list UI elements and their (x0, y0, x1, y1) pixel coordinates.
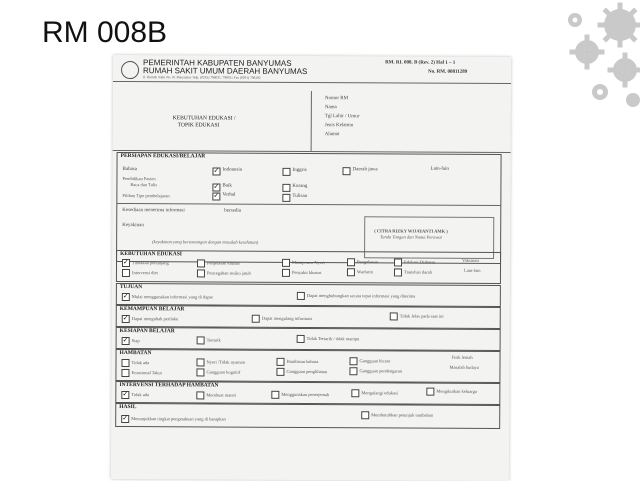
bahasa-label: Bahasa (122, 167, 137, 173)
intervensi-materi-label: Membuat materi (206, 392, 237, 398)
pilihan-label: Pilihan Tipe pembelajaran (122, 193, 170, 199)
intervensi-penerjemah-label: Menggunakan penerjemah (281, 391, 330, 398)
section-hambatan (115, 349, 500, 383)
bahasa-jawa-label: Daerah jawa (352, 167, 378, 173)
kebutuhan-tindakan-label: Tindakan penunjang (132, 260, 169, 266)
hambatan-bicara-label: Gangguan bicara (359, 358, 391, 364)
intervensi-keluarga-label: Mengikutkan keluarga (436, 388, 477, 394)
kebutuhan-warfarin-label: Warfarin (356, 269, 373, 275)
kebutuhan-pengobatan-label: Pengobatan (357, 259, 379, 265)
patient-field-jenis-kelamin: Jenis Kelamin (324, 123, 354, 129)
intervensi-mengulangi-checkbox[interactable] (351, 389, 359, 397)
bahasa-indonesia-checkbox[interactable] (212, 167, 220, 175)
pendidikan-label-1: Pendidikan Pasien (122, 176, 156, 182)
intervensi-keluarga-checkbox[interactable] (426, 388, 434, 396)
bahasa-inggris-checkbox[interactable] (282, 168, 290, 176)
header-address: Jl. Rumah Sakit No. 01 Banyumas Telp. (0281) 796031, 796011 Fax (0281) 796182 (142, 75, 261, 80)
pilihan-verbal-checkbox[interactable] (212, 192, 220, 200)
signature-note: Tanda Tangan dan Nama Perawat (380, 234, 442, 240)
hambatan-penglihatan-checkbox[interactable] (276, 368, 284, 376)
hambatan-budaya-label: Masalah budaya (449, 364, 479, 370)
hambatan-kognitif-label: Gangguan kognitif (206, 369, 241, 375)
kebutuhan-diet-label: Intervensi diet (131, 270, 158, 276)
intervensi-title: INTERVENSI TERHADAP HAMBATAN (119, 381, 219, 389)
keyakinan-label: Keyakinan (122, 223, 144, 229)
hambatan-emosional-checkbox[interactable] (121, 369, 129, 377)
keyakinan-note: (keyakinan yang bertentangan dengan masalah kesehatan) (152, 239, 259, 245)
tujuan-menghubungkan-label: Dapat menghubungkan secara tepat informasi yang diterima (306, 292, 416, 299)
header-divider (113, 81, 511, 84)
tujuan-mulai-checkbox[interactable] (122, 293, 130, 301)
header-line-1: PEMERINTAH KABUPATEN BANYUMAS (143, 58, 292, 68)
kemampuan-tidakjelas-label: Tidak Jelas pada saat ini (399, 313, 444, 319)
baca-baik-label: Baik (222, 183, 232, 189)
bahasa-inggris-label: Inggris (292, 167, 307, 173)
kebutuhan-diet-checkbox[interactable] (122, 269, 130, 277)
hasil-pengetahuan-checkbox[interactable] (121, 415, 129, 423)
hambatan-tidakada-checkbox[interactable] (121, 359, 129, 367)
patient-field-tgl-lahir: Tgl Lahir / Umur (324, 114, 360, 120)
intervensi-tidakada-checkbox[interactable] (121, 391, 129, 399)
hambatan-fisik-label: Fisik lemah (451, 354, 473, 360)
baca-kurang-checkbox[interactable] (282, 184, 290, 192)
baca-kurang-label: Kurang (292, 183, 308, 189)
kebutuhan-jatuh-checkbox[interactable] (197, 269, 205, 277)
pilihan-tulisan-label: Tulisan (292, 193, 308, 199)
kebutuhan-penjelasan-label: Penjelasan khusus (207, 260, 240, 266)
kesiapan-siap-label: Siap (131, 338, 140, 344)
kebutuhan-transfusi-label: Transfusi darah (403, 269, 432, 275)
header-vertical-divider (311, 91, 312, 151)
bahasa-lain-label: Lain-lain (430, 166, 449, 172)
header-line-2: RUMAH SAKIT UMUM DAERAH BANYUMAS (143, 66, 308, 76)
hambatan-bahasa-checkbox[interactable] (276, 358, 284, 366)
hambatan-pendengaran-label: Gangguan pendengaran (359, 368, 403, 374)
kemampuan-perilaku-checkbox[interactable] (122, 315, 130, 323)
kebutuhan-nyeri-checkbox[interactable] (282, 259, 290, 267)
baca-baik-checkbox[interactable] (212, 183, 220, 191)
hasil-title: HASIL (119, 403, 137, 411)
patient-field-rm: Nomor RM (324, 96, 349, 102)
form-title-1: KEBUTUHAN EDUKASI / (172, 115, 236, 122)
rm-number: No. RM. 00811289 (428, 69, 468, 75)
intervensi-tidakada-label: Tidak ada (131, 392, 150, 398)
rm-code: RM. RI. 008. B (Rev. 2) Hal 1 – 1 (385, 60, 456, 66)
intervensi-penerjemah-checkbox[interactable] (271, 391, 279, 399)
kebutuhan-lain-label: Lain-lain (463, 267, 481, 273)
hambatan-nyeri-checkbox[interactable] (196, 358, 204, 366)
hambatan-penglihatan-label: Gangguan penglihatan (286, 368, 328, 375)
kesiapan-tertarik-label: Tertarik (206, 337, 221, 343)
bahasa-jawa-checkbox[interactable] (342, 167, 350, 175)
form-title-2: TOPIK EDUKASI (177, 122, 220, 129)
intervensi-mengulangi-label: Mengulangi edukasi (361, 390, 398, 396)
hambatan-bicara-checkbox[interactable] (349, 357, 357, 365)
kemampuan-perilaku-label: Dapat mengubah perilaku (131, 316, 179, 322)
intervensi-materi-checkbox[interactable] (196, 391, 204, 399)
kebutuhan-penyakit-checkbox[interactable] (282, 269, 290, 277)
kemampuan-mengulang-checkbox[interactable] (252, 315, 260, 323)
gears-decoration (525, 0, 640, 110)
kesediaan-value: bersedia (224, 208, 241, 214)
kebutuhan-diabetes-label: Edukasi Diabetes (404, 259, 436, 265)
tujuan-title: TUJUAN (119, 283, 143, 291)
kemampuan-title: KEMAMPUAN BELAJAR (119, 305, 185, 313)
hospital-logo (121, 61, 139, 79)
kebutuhan-warfarin-checkbox[interactable] (347, 268, 355, 276)
kesiapan-tertarik-checkbox[interactable] (197, 336, 205, 344)
signature-name: ( CITRA RIZKY WIJAYANTI AMK ) (374, 228, 448, 234)
hasil-pengetahuan-label: Menunjukkan tingkat pengetahuan yang di harapkan (131, 416, 226, 422)
kebutuhan-title: KEBUTUHAN EDUKASI (120, 251, 182, 258)
tujuan-mulai-label: Mulai menggunakan informasi yang di dapat (131, 294, 213, 300)
kebutuhan-vaksinasi-label: Vaksinasi (462, 257, 480, 263)
kebutuhan-penyakit-label: Penyakit khusus (291, 269, 322, 276)
kesediaan-label: Kesediaan menerima informasi (122, 208, 185, 214)
hambatan-nyeri-label: Nyeri /Tidak nyaman (206, 359, 245, 365)
tujuan-menghubungkan-checkbox[interactable] (297, 292, 305, 300)
persiapan-title: PERSIAPAN EDUKASI/BELAJAR (120, 153, 206, 160)
hambatan-emosional-label: Emosional Takut (131, 370, 162, 376)
kemampuan-mengulang-label: Dapat mengulang informasi (261, 315, 312, 322)
slide-title: RM 008B (42, 16, 168, 49)
kesiapan-siap-checkbox[interactable] (122, 337, 130, 345)
pendidikan-label-2: Baca dan Tulis (130, 182, 158, 188)
patient-field-nama: Nama (324, 105, 337, 111)
bahasa-indonesia-label: Indonesia (222, 167, 242, 173)
kebutuhan-tindakan-checkbox[interactable] (122, 259, 130, 267)
kesiapan-title: KESIAPAN BELAJAR (119, 327, 175, 335)
hasil-petunjuk-checkbox[interactable] (361, 411, 369, 419)
document-page (111, 55, 511, 481)
hambatan-title: HAMBATAN (119, 349, 152, 357)
pilihan-tulisan-checkbox[interactable] (282, 194, 290, 202)
kebutuhan-transfusi-checkbox[interactable] (394, 268, 402, 276)
kesiapan-tidak-tertarik-checkbox[interactable] (297, 335, 305, 343)
kemampuan-tidakjelas-checkbox[interactable] (390, 312, 398, 320)
kebutuhan-nyeri-label: Manajemen Nyeri (292, 259, 325, 266)
hambatan-pendengaran-checkbox[interactable] (349, 367, 357, 375)
kebutuhan-diabetes-checkbox[interactable] (394, 258, 402, 266)
kebutuhan-pengobatan-checkbox[interactable] (347, 258, 355, 266)
hasil-petunjuk-label: Membutuhkan petunjuk tambahan (371, 412, 433, 418)
pilihan-verbal-label: Verbal (222, 192, 236, 198)
hambatan-bahasa-label: Hambatan bahasa (286, 358, 319, 365)
hambatan-tidakada-label: Tidak ada (131, 360, 150, 366)
patient-field-alamat: Alamat (324, 132, 340, 138)
kebutuhan-penjelasan-checkbox[interactable] (197, 259, 205, 267)
hambatan-kognitif-checkbox[interactable] (196, 368, 204, 376)
kebutuhan-jatuh-label: Pencegahan resiko jatuh (206, 270, 251, 276)
kesiapan-tidak-tertarik-label: Tidak Tertarik / tidak mampu (306, 335, 360, 342)
